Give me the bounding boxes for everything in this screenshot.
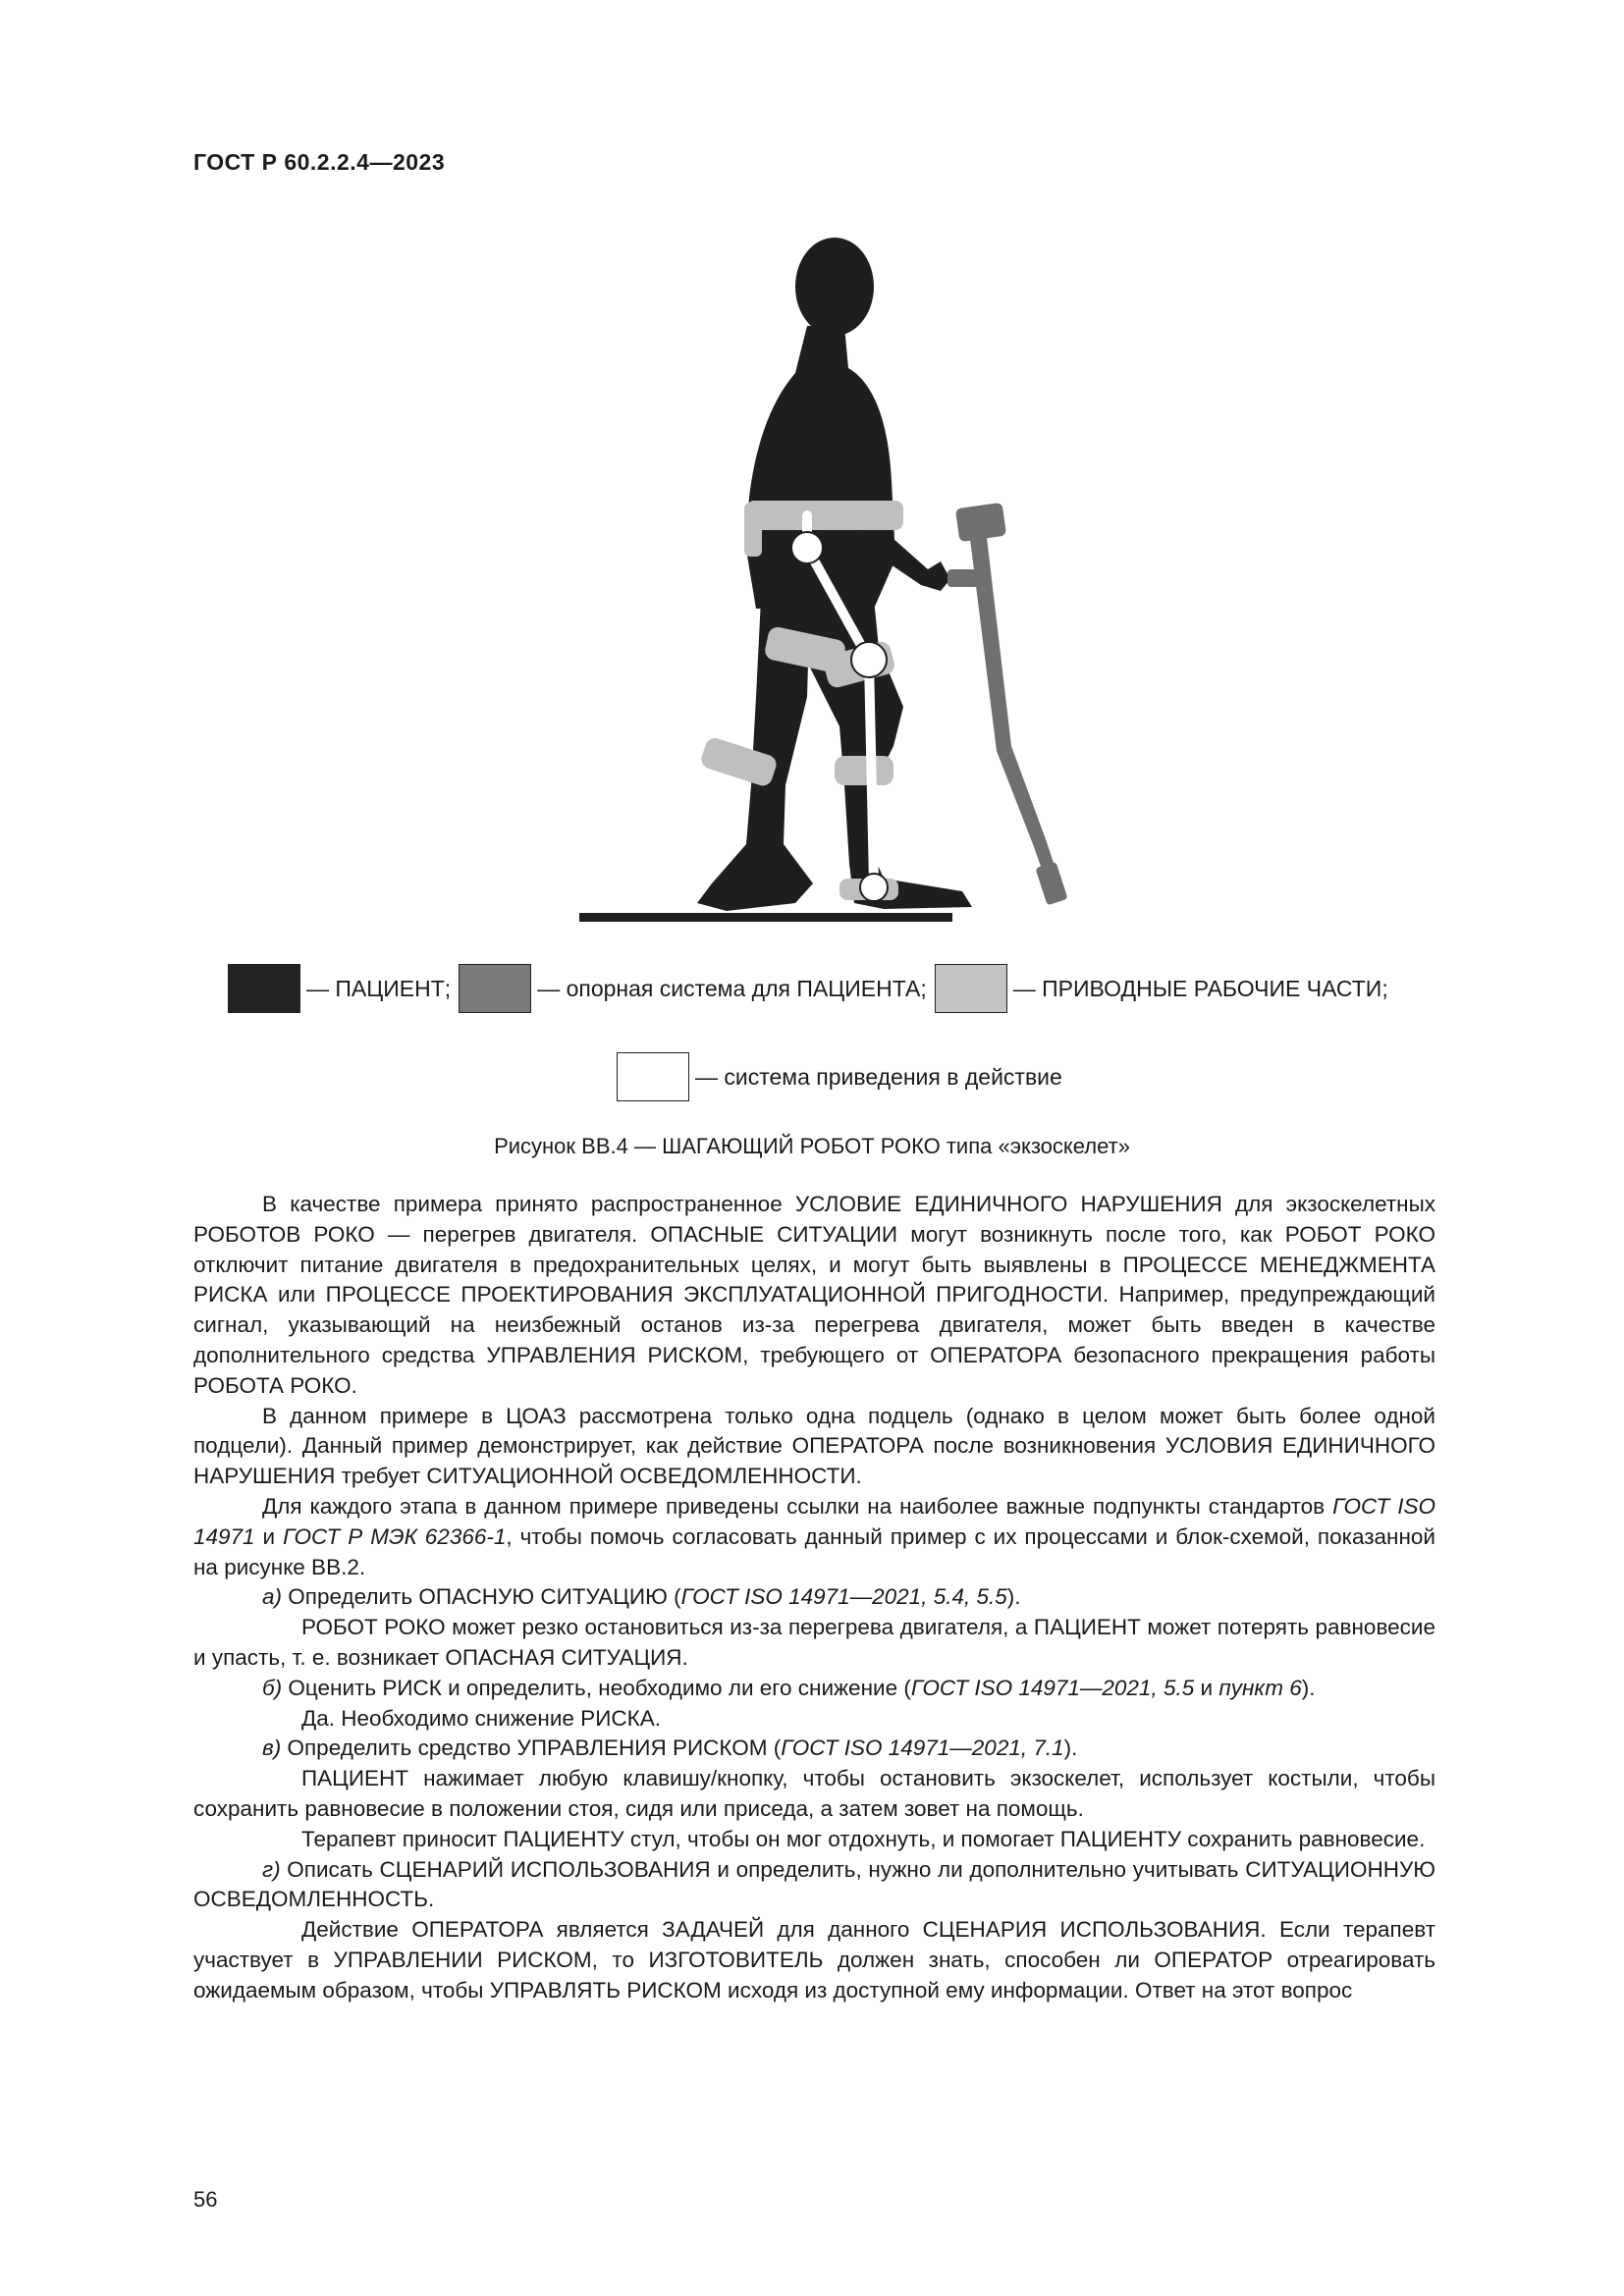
step-a (193, 1582, 1435, 1613)
step-b-body: Да. Необходимо снижение РИСКА. (301, 1705, 661, 1731)
document-header: ГОСТ Р 60.2.2.4—2023 (193, 149, 446, 175)
step-g-label: г) (262, 1856, 281, 1882)
step-b-end: ). (1301, 1675, 1316, 1700)
step-b (193, 1674, 1435, 1704)
body-text (193, 1190, 1435, 2006)
crutch-tip (1035, 862, 1067, 906)
hip-strap (746, 501, 903, 530)
legend-row-1 (228, 964, 1396, 1013)
legend-swatch-support (459, 964, 531, 1013)
paragraph-2: В данном примере в ЦОАЗ рассмотрена только одна подцель (однако в целом может быть более одной подцели). Данный пример демонстрирует, как действие ОПЕРАТОРА после возникновения УСЛОВИЯ ЕДИНИЧНОГО НАРУШЕНИЯ требует СИТУАЦИОННОЙ ОСВЕДОМЛЕННОСТИ. (193, 1403, 1435, 1489)
legend-swatch-applied-parts (935, 964, 1007, 1013)
step-v-clause: , 7.1 (1020, 1735, 1064, 1761)
legend-label-support: — опорная система для ПАЦИЕНТА; (537, 975, 927, 1001)
patient-head (795, 238, 874, 336)
step-a-label: а) (262, 1584, 283, 1610)
paragraph-3 (193, 1492, 1435, 1582)
hip-joint (791, 532, 823, 563)
ground-line (579, 913, 952, 922)
lower-link (869, 660, 874, 883)
page-number: 56 (193, 2187, 218, 2212)
step-v-body-2: Терапевт приносит ПАЦИЕНТУ стул, чтобы он мог отдохнуть, и помогает ПАЦИЕНТУ сохранить равновесие. (301, 1826, 1426, 1851)
legend-label-applied-parts: — ПРИВОДНЫЕ РАБОЧИЕ ЧАСТИ; (1012, 975, 1388, 1001)
step-v-body-1: ПАЦИЕНТ нажимает любую клавишу/кнопку, чтобы остановить экзоскелет, использует костыли, чтобы сохранить равновесие в положении стоя, сидя или приседа, а затем зовет на помощь. (193, 1766, 1435, 1821)
crutch (967, 512, 1060, 888)
ankle-joint (860, 874, 888, 901)
step-b-ref: ГОСТ ISO 14971—2021 (910, 1675, 1152, 1700)
legend-swatch-patient (228, 964, 300, 1013)
reference-gost-iso: ГОСТ ISO 14971 (193, 1493, 1436, 1549)
step-v-label: в) (262, 1735, 282, 1761)
step-a-body: РОБОТ РОКО может резко остановиться из-за перегрева двигателя, а ПАЦИЕНТ может потерять равновесие и упасть, т. е. возникает ОПАСНАЯ СИТУАЦИЯ. (193, 1615, 1435, 1670)
step-b-conj: и (1194, 1675, 1219, 1700)
step-v (193, 1734, 1435, 1764)
step-a-ref: ГОСТ ISO 14971—2021 (680, 1584, 922, 1610)
exoskeleton-figure (550, 236, 1139, 933)
step-v-ref: ГОСТ ISO 14971—2021 (781, 1735, 1021, 1761)
step-b-clause-6: пункт 6 (1218, 1675, 1302, 1700)
paragraph-1: В качестве примера принято распространенное УСЛОВИЕ ЕДИНИЧНОГО НАРУШЕНИЯ для экзоскелетных РОБОТОВ РОКО — перегрев двигателя. ОПАСНЫЕ СИТУАЦИИ могут возникнуть после того, как РОБОТ РОКО отключит питание двигателя в предохранительных целях, и могут быть выявлены в ПРОЦЕССЕ МЕНЕДЖМЕНТА РИСКА или ПРОЦЕССЕ ПРОЕКТИРОВАНИЯ ЭКСПЛУАТАЦИОННОЙ ПРИГОДНОСТИ. Например, предупреждающий сигнал, указывающий на неизбежный останов из-за перегрева двигателя, может быть введен в качестве дополнительного средства УПРАВЛЕНИЯ РИСКОМ, требующего от ОПЕРАТОРА безопасного прекращения работы РОБОТА РОКО. (193, 1192, 1435, 1398)
step-b-label: б) (262, 1675, 283, 1700)
legend-swatch-actuation (617, 1052, 689, 1101)
step-g-body: Действие ОПЕРАТОРА является ЗАДАЧЕЙ для данного СЦЕНАРИЯ ИСПОЛЬЗОВАНИЯ. Если терапевт участвует в УПРАВЛЕНИИ РИСКОМ, то ИЗГОТОВИТЕЛЬ должен знать, способен ли ОПЕРАТОР отреагировать ожидаемым образом, чтобы УПРАВЛЯТЬ РИСКОМ исходя из доступной ему информации. Ответ на этот вопрос (193, 1917, 1435, 2002)
crutch-cuff (955, 503, 1006, 542)
step-v-end: ). (1063, 1735, 1078, 1761)
back-strap (744, 503, 762, 557)
legend-label-actuation: — система приведения в действие (695, 1063, 1062, 1090)
step-b-clause: , 5.5 (1151, 1675, 1195, 1700)
step-b-text: Оценить РИСК и определить, необходимо ли его снижение ( (282, 1675, 911, 1700)
step-a-clauses: , 5.4, 5.5 (921, 1584, 1007, 1610)
reference-gost-iec: ГОСТ Р МЭК 62366-1 (283, 1523, 507, 1549)
figure-caption: Рисунок ВВ.4 — ШАГАЮЩИЙ РОБОТ РОКО типа «экзоскелет» (494, 1134, 1130, 1158)
step-a-end: ). (1006, 1584, 1021, 1610)
paragraph-3-text: Для каждого этапа в данном примере приведены ссылки на наиболее важные подпункты стандартов (262, 1493, 1333, 1519)
step-g (193, 1855, 1435, 1916)
paragraph-3-conj: и (254, 1523, 284, 1549)
legend-row-2 (617, 1052, 1070, 1101)
crutch-handle (947, 569, 981, 587)
step-g-text: Описать СЦЕНАРИЙ ИСПОЛЬЗОВАНИЯ и определить, нужно ли дополнительно учитывать СИТУАЦИОННУЮ ОСВЕДОМЛЕННОСТЬ. (193, 1856, 1435, 1912)
paragraph-3-end: , чтобы помочь согласовать данный пример с их процессами и блок-схемой, показанной на рисунке ВВ.2. (193, 1523, 1435, 1579)
legend-label-patient: — ПАЦИЕНТ; (306, 975, 452, 1001)
knee-joint (851, 642, 887, 677)
calf-strap (835, 756, 893, 785)
step-a-text: Определить ОПАСНУЮ СИТУАЦИЮ ( (282, 1584, 681, 1610)
step-v-text: Определить средство УПРАВЛЕНИЯ РИСКОМ ( (281, 1735, 782, 1761)
